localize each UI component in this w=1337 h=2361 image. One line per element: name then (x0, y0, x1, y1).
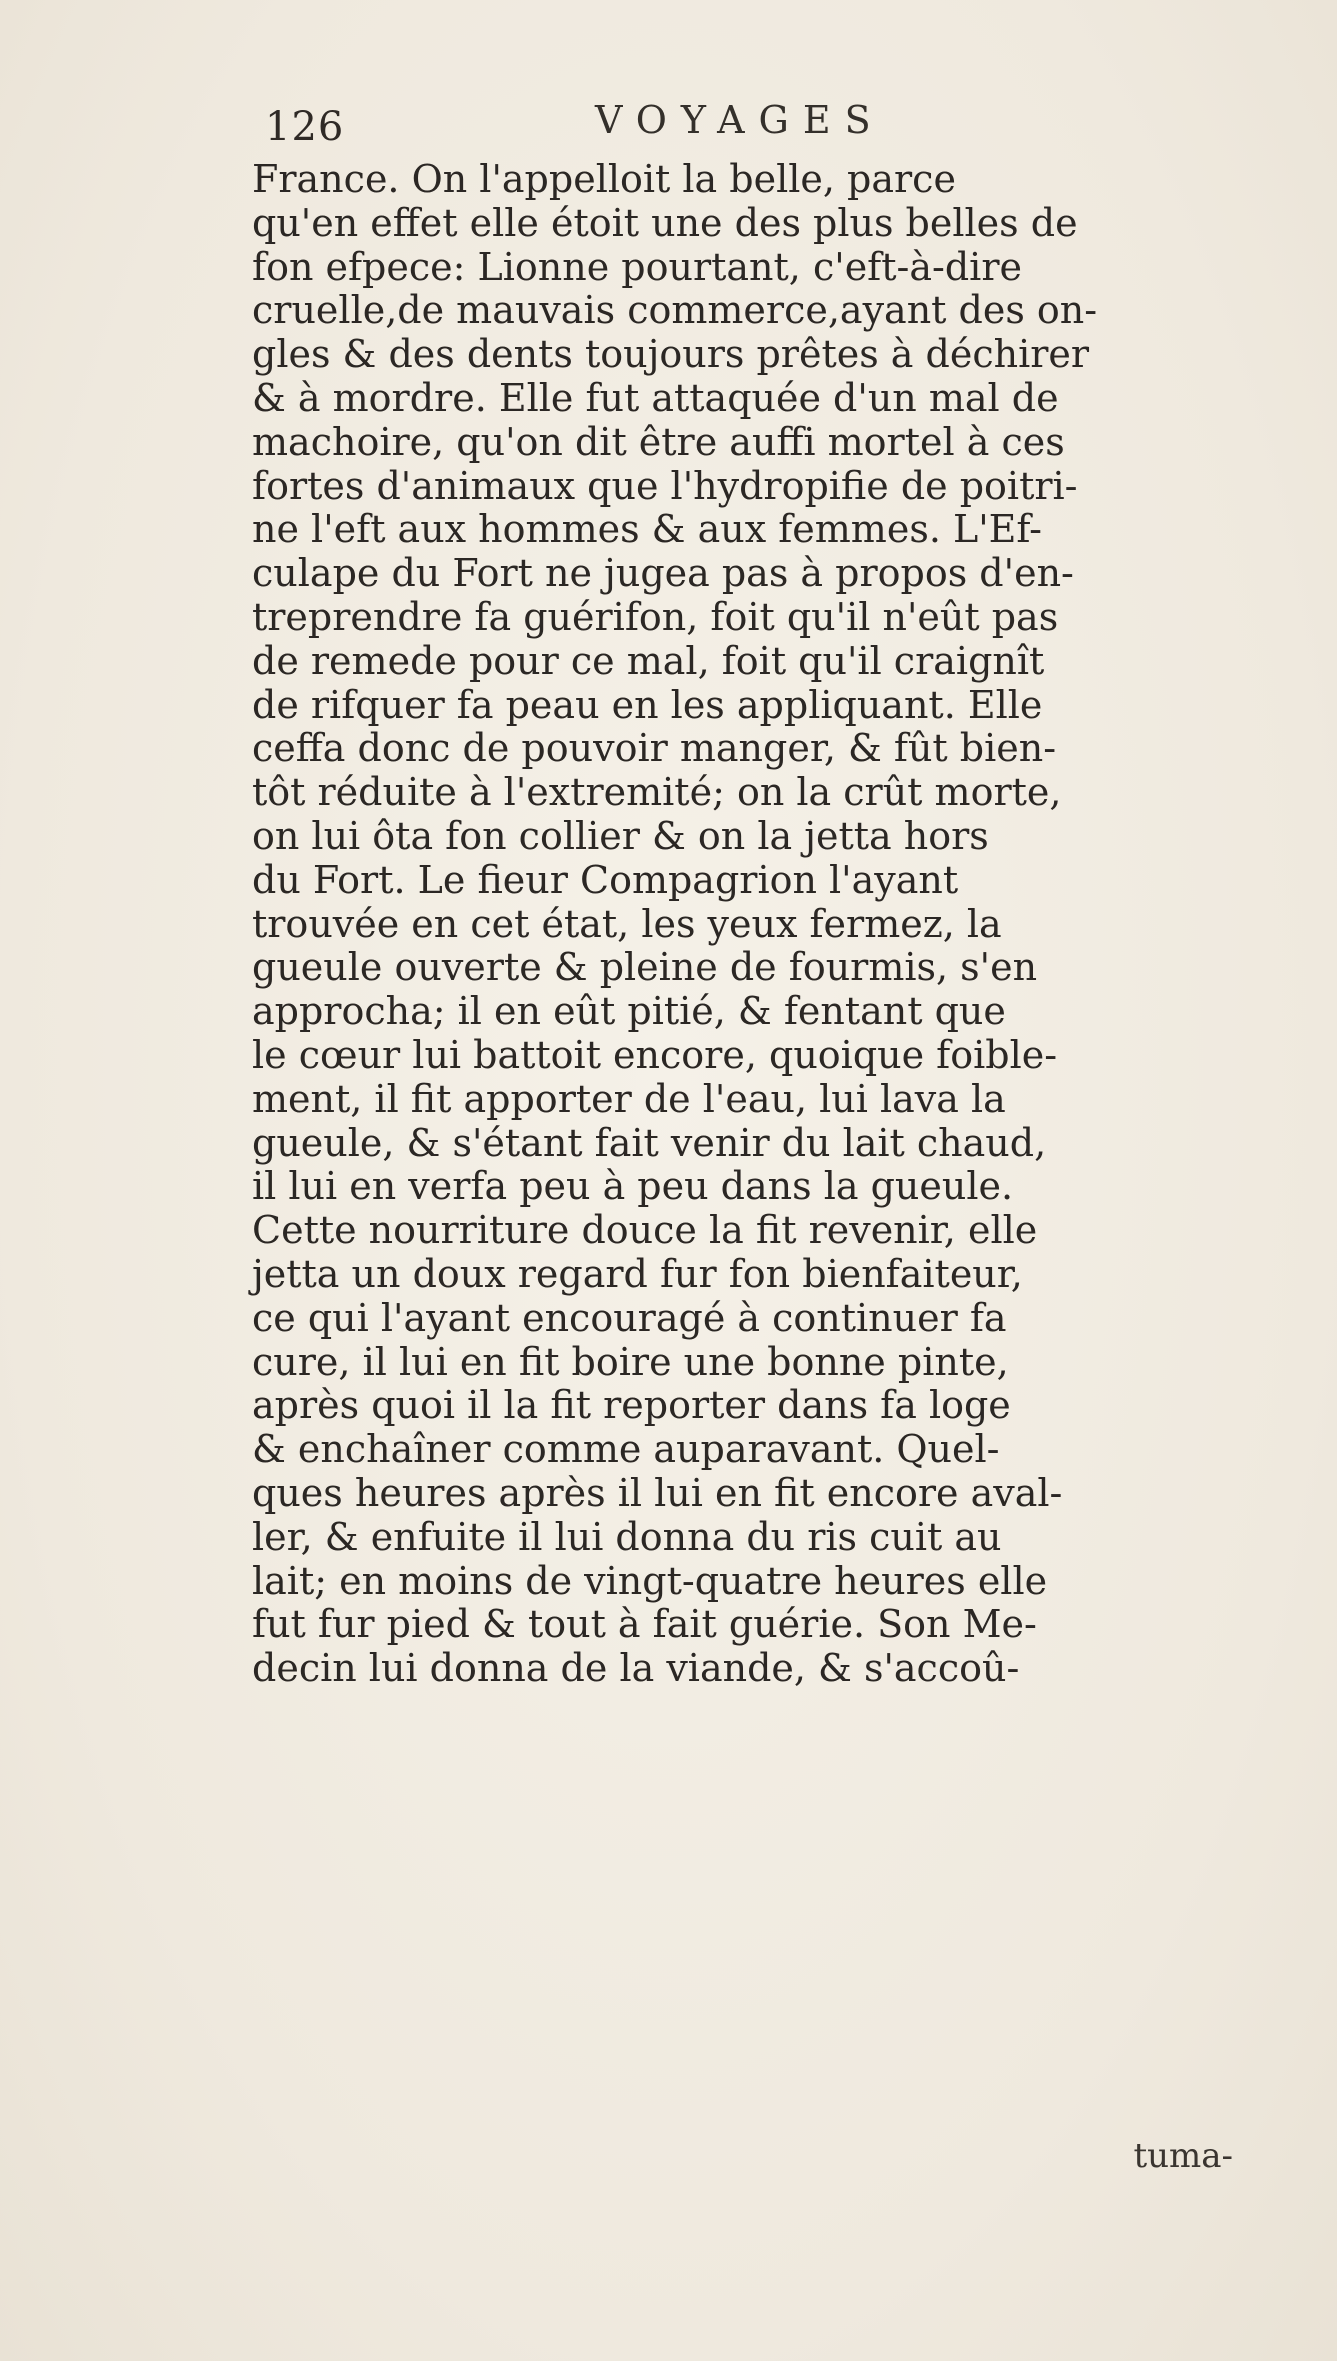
text-line: Cette nourriture douce la fit revenir, elle (252, 1208, 1038, 1253)
text-line: ques heures après il lui en fit encore aval- (252, 1470, 1063, 1515)
text-line: cure, il lui en fit boire une bonne pinte, (252, 1339, 1009, 1384)
running-head: VOYAGES (595, 98, 885, 142)
text-line: ce qui l'ayant encouragé à continuer fa (252, 1295, 1007, 1340)
text-line: jetta un doux regard fur fon bienfaiteur, (252, 1251, 1023, 1296)
text-line: & enchaîner comme auparavant. Quel- (252, 1427, 1000, 1472)
body-text (252, 158, 1252, 1691)
text-line: machoire, qu'on dit être auffi mortel à ces (252, 419, 1065, 464)
text-line: lait; en moins de vingt-quatre heures elle (252, 1558, 1048, 1603)
text-line: fon efpece: Lionne pourtant, c'eft-à-dire (252, 244, 1022, 289)
text-line: qu'en effet elle étoit une des plus belles de (252, 200, 1078, 245)
text-line: du Fort. Le fieur Compagrion l'ayant (252, 857, 959, 902)
text-line: decin lui donna de la viande, & s'accoû- (252, 1646, 1020, 1691)
text-line: on lui ôta fon collier & on la jetta hors (252, 813, 989, 858)
text-line: ler, & enfuite il lui donna du ris cuit au (252, 1514, 1002, 1559)
text-line: après quoi il la fit reporter dans fa loge (252, 1383, 1011, 1428)
page-header (265, 98, 1065, 158)
text-line: il lui en verfa peu à peu dans la gueule. (252, 1164, 1014, 1209)
text-line: trouvée en cet état, les yeux fermez, la (252, 901, 1002, 946)
text-line: fut fur pied & tout à fait guérie. Son Me- (252, 1602, 1037, 1647)
text-line: approcha; il en eût pitié, & fentant que (252, 989, 1006, 1034)
text-line: gueule ouverte & pleine de fourmis, s'en (252, 945, 1038, 990)
text-line: gueule, & s'étant fait venir du lait chaud, (252, 1120, 1047, 1165)
text-line: fortes d'animaux que l'hydropifie de poitri- (252, 463, 1078, 508)
text-line: ceffa donc de pouvoir manger, & fût bien- (252, 726, 1057, 771)
text-line: de remede pour ce mal, foit qu'il craignît (252, 638, 1045, 683)
text-line: France. On l'appelloit la belle, parce (252, 157, 956, 201)
text-line: cruelle,de mauvais commerce,ayant des on- (252, 288, 1098, 333)
text-line: culape du Fort ne jugea pas à propos d'en- (252, 551, 1074, 596)
text-line: gles & des dents toujours prêtes à déchirer (252, 332, 1090, 377)
text-line: de rifquer fa peau en les appliquant. Elle (252, 682, 1043, 727)
text-line: le cœur lui battoit encore, quoique foible- (252, 1032, 1058, 1077)
catchword: tuma- (1133, 2136, 1233, 2176)
text-line: ment, il fit apporter de l'eau, lui lava la (252, 1076, 1006, 1121)
text-line: ne l'eft aux hommes & aux femmes. L'Ef- (252, 507, 1042, 552)
text-line: & à mordre. Elle fut attaquée d'un mal de (252, 375, 1059, 420)
text-line: treprendre fa guérifon, foit qu'il n'eût pas (252, 594, 1059, 639)
page-number: 126 (265, 104, 345, 150)
text-line: tôt réduite à l'extremité; on la crût morte, (252, 770, 1062, 815)
